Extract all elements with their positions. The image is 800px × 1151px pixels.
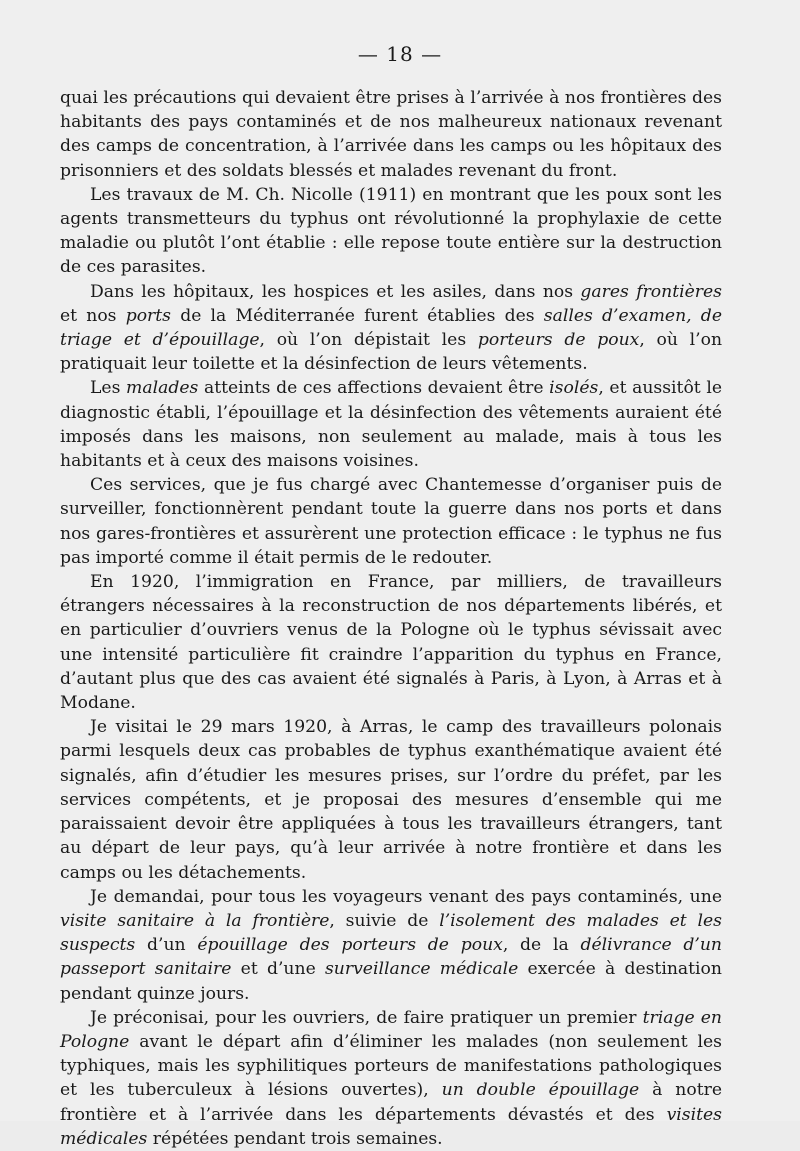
paragraph-8 [60,885,722,1006]
text-run: Je préconisai, pour les ouvriers, de faire pratiquer un premier [90,1007,643,1028]
italic-phrase: malades [126,378,199,399]
italic-phrase: épouillage des porteurs de poux [197,935,503,956]
italic-phrase: ports [125,305,171,326]
text-run: Les [90,378,127,399]
text-run: et nos [60,305,126,326]
italic-phrase: salles d’examen, de triage et d’épouillage [60,305,722,351]
text-run: quai les précautions qui devaient être prises à l’arrivée à nos frontières des habitants des pays contaminés et de nos malheureux nationaux revenant des camps de concentration, à l’arrivée dans les camps ou les hôpitaux des prisonniers et des soldats blessés et malades revenant du front. [60,88,722,181]
text-run: , où l’on dépistait les [259,330,478,351]
page-number: — 18 — [357,42,443,66]
text-run: Les travaux de M. Ch. Nicolle (1911) en montrant que les poux sont les agents transmetteurs du typhus ont révolutionné la prophylaxie de cette maladie ou plutôt l’ont établie : elle repose toute entière sur la destruction de ces parasites. [60,184,722,278]
text-run: répétées pendant trois semaines. [147,1128,443,1149]
italic-phrase: triage en Pologne [60,1007,722,1052]
italic-phrase: l’isolement des malades et les suspects [60,910,722,956]
text-run: exercée à destination pendant quinze jours. [60,959,722,1004]
text-run: d’un [135,935,198,956]
italic-phrase: isolés [549,378,599,399]
text-run: de la Méditerranée furent établies des [171,305,544,326]
text-run: En 1920, l’immigration en France, par milliers, de travailleurs étrangers nécessaires à la reconstruction de nos départements libérés, et en particulier d’ouvriers venus de la Pologne où le typhus sévissait avec une intensité particulière fit craindre l’apparition du typhus en France, d’autant plus que des cas avaient été signalés à Paris, à Lyon, à Arras et à Modane. [60,572,722,714]
text-run: avant le départ afin d’éliminer les malades (non seulement les typhiques, mais les syphilitiques porteurs de manifestations pathologiques et les tuberculeux à lésions ouvertes), [60,1031,722,1101]
text-run: Je demandai, pour tous les voyageurs venant des pays contaminés, une [90,886,722,907]
paragraph-2 [60,183,722,280]
text-run: et d’une [231,959,325,980]
text-run: , de la [502,935,581,956]
text-run: Dans les hôpitaux, les hospices et les asiles, dans nos [90,281,581,302]
text-run: , où l’on pratiquait leur toilette et la désinfection de leurs vêtements. [60,330,723,375]
italic-phrase: surveillance médicale [324,959,519,980]
paragraph-5 [60,473,722,570]
text-run: Ces services, que je fus chargé avec Chantemesse d’organiser puis de surveiller, fonctionnèrent pendant toute la guerre dans nos ports et dans nos gares-frontières et assurèrent une protection efficace : le typhus ne fus pas importé comme il était permis de le redouter. [60,475,722,568]
italic-phrase: gares frontières [580,281,722,302]
paragraph-4 [60,376,722,473]
paragraph-1 [60,86,722,183]
body-text [60,86,722,1151]
text-run: atteints de ces affections devaient être [198,378,550,399]
text-run: Je visitai le 29 mars 1920, à Arras, le camp des travailleurs polonais parmi lesquels deux cas probables de typhus exanthématique avaient été signalés, afin d’étudier les mesures prises, sur l’ordre du préfet, par les services compétents, et je proposai des mesures d’ensemble qui me paraissaient devoir être appliquées à tous les travailleurs étrangers, tant au départ de leur pays, qu’à leur arrivée à notre frontière et dans les camps ou les détachements. [60,717,722,883]
italic-phrase: un double épouillage [441,1080,640,1101]
italic-phrase: porteurs de poux [477,330,640,351]
paragraph-6 [60,570,722,715]
text-run: , suivie de [329,910,440,931]
text-run: , et aussitôt le diagnostic établi, l’épouillage et la désinfection des vêtements auraient été imposés dans les maisons, non seulement au malade, mais à tous les habitants et à ceux des maisons voisines. [60,378,723,472]
italic-phrase: visite sanitaire à la frontière [60,910,330,931]
italic-phrase: délivrance d’un passeport sanitaire [60,935,723,980]
paragraph-9 [60,1006,722,1151]
paragraph-7 [60,715,722,884]
paragraph-3 [60,280,722,377]
italic-phrase: visites médicales [60,1104,722,1149]
text-run: à notre frontière et à l’arrivée dans les départements dévastés et des [60,1080,722,1125]
